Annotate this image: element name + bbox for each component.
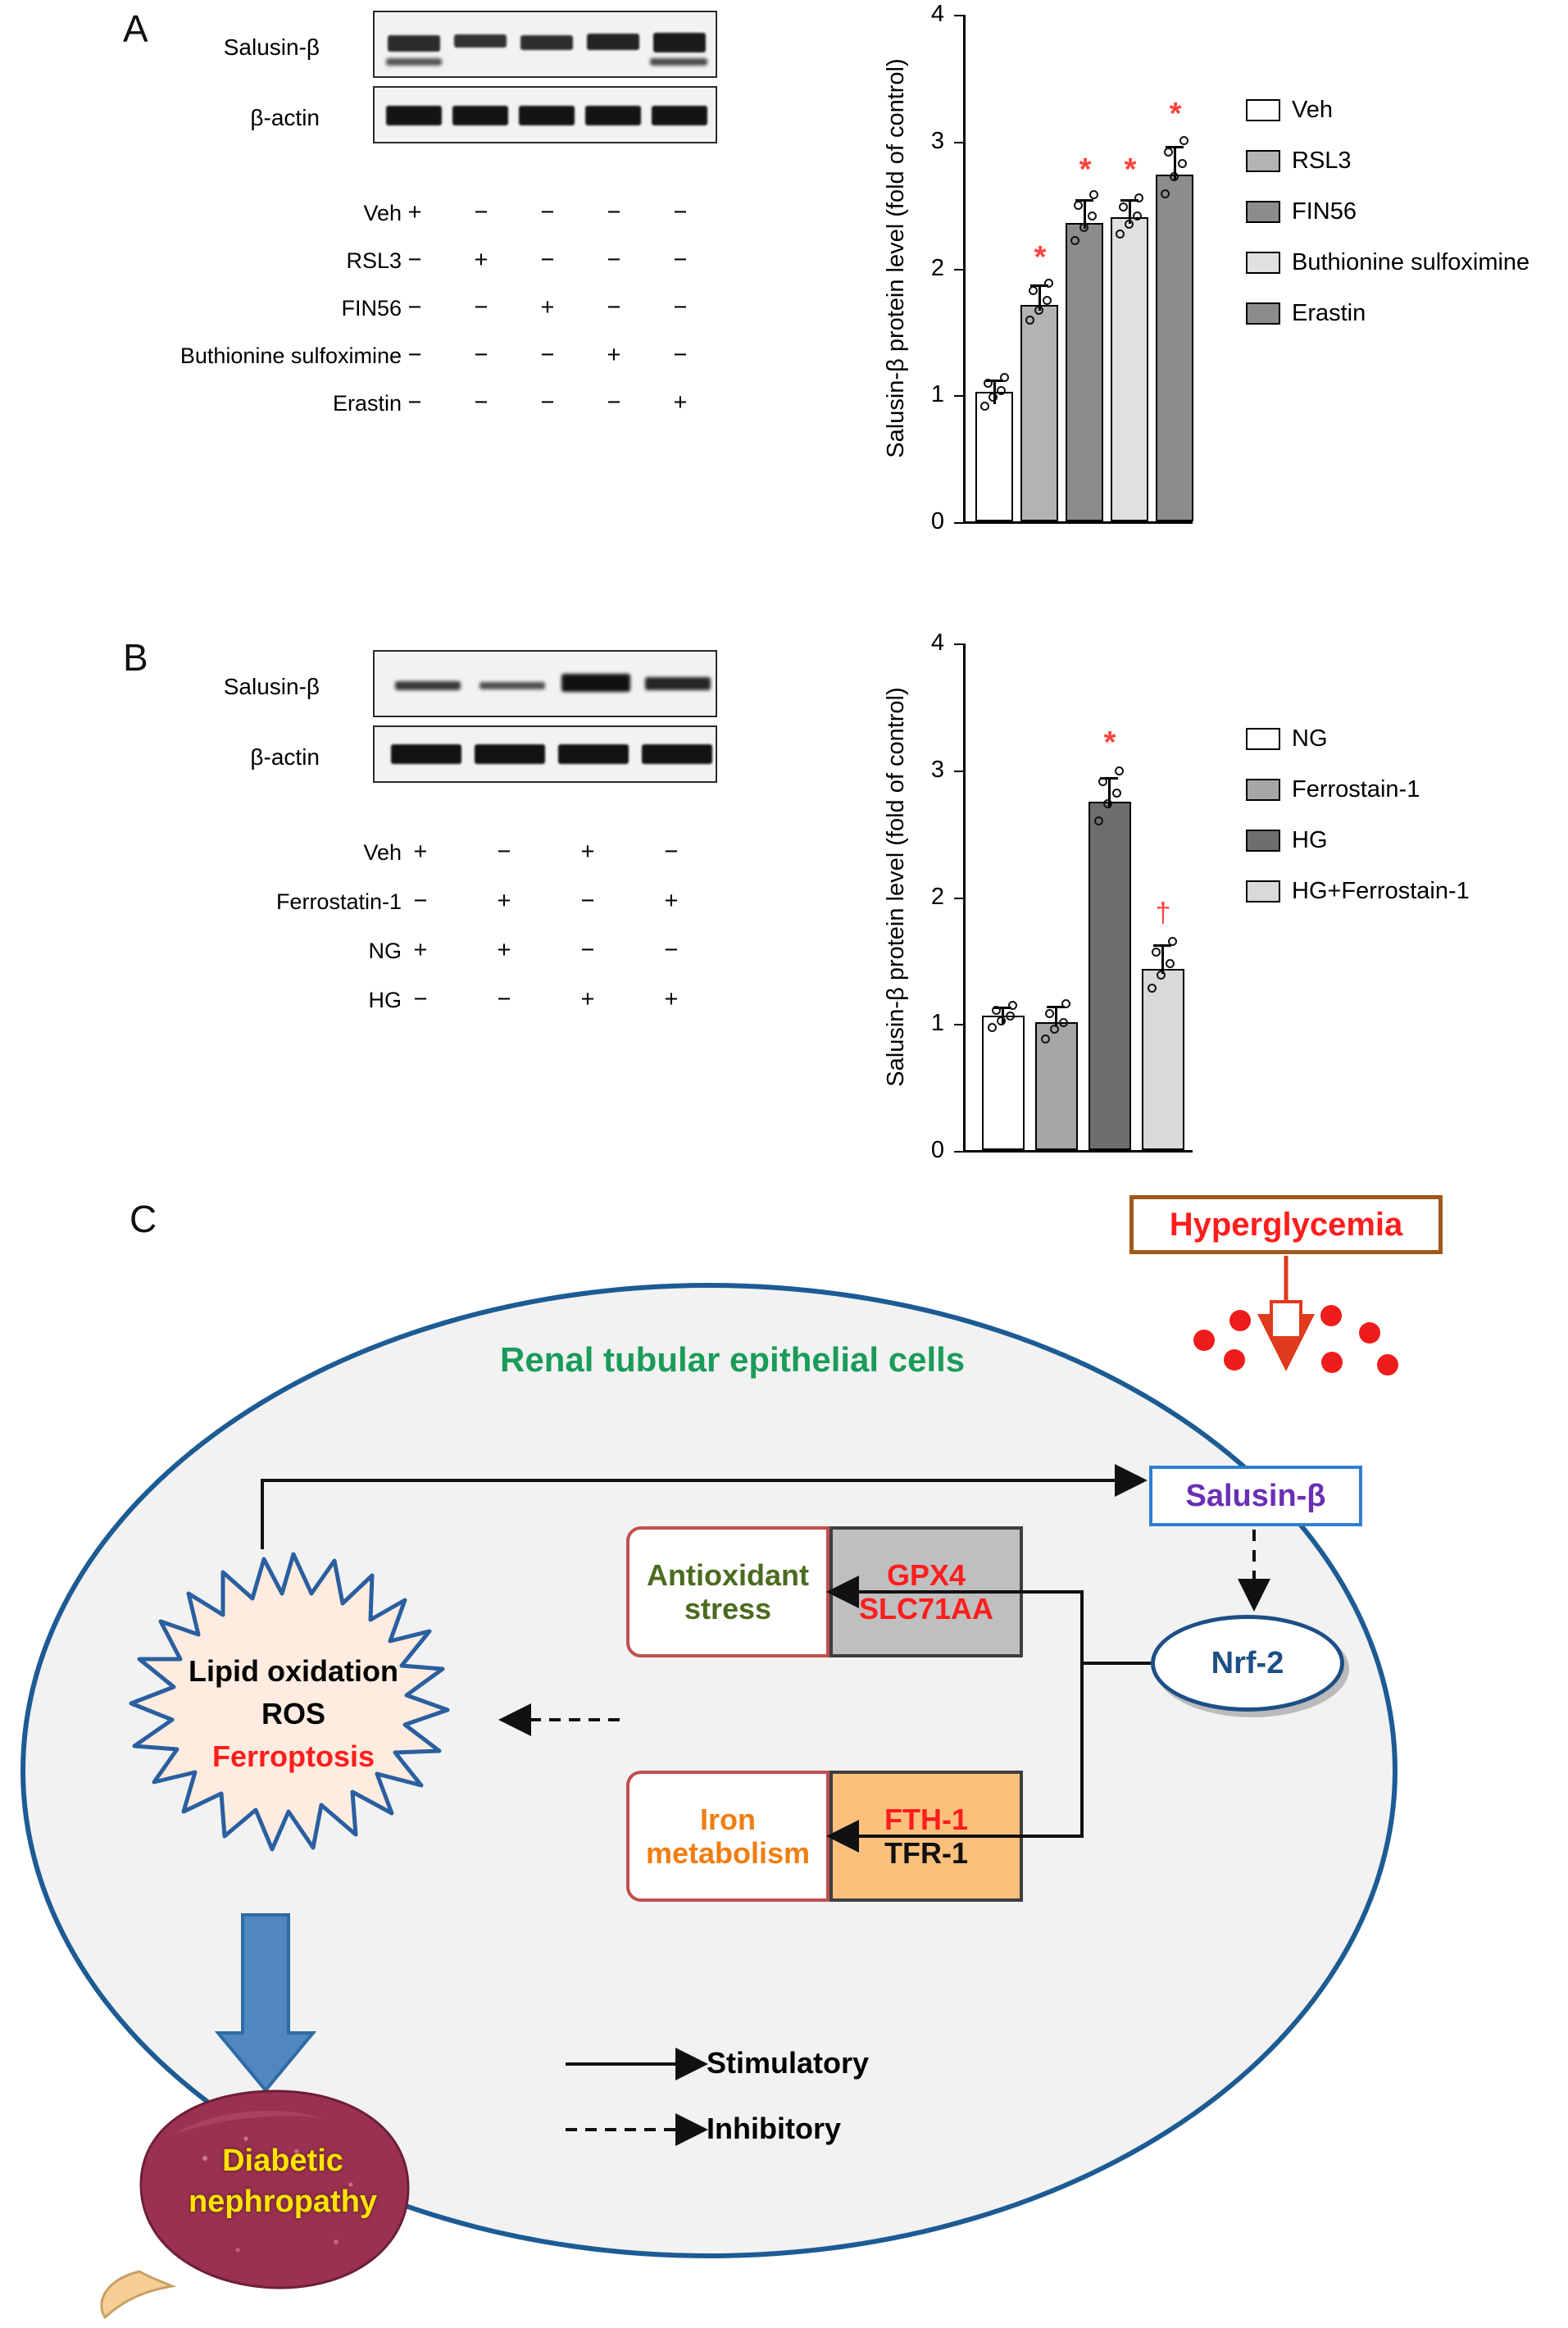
legend-label-a-0: Veh <box>1292 97 1333 123</box>
y-axis-label-a <box>881 4 911 512</box>
cond-sign-a-2-4: − <box>673 294 688 321</box>
y-axis-b <box>963 643 966 1152</box>
cond-sign-b-2-0: + <box>413 937 428 963</box>
y-axis-a <box>963 15 966 523</box>
iron-line1: Iron <box>700 1802 756 1836</box>
bar-b-3 <box>1142 969 1184 1150</box>
legend-a-2 <box>1246 198 1357 225</box>
cond-label-a-4: Erastin <box>332 391 402 416</box>
cond-sign-b-3-0: − <box>413 986 428 1012</box>
cond-sign-a-0-4: − <box>673 199 688 225</box>
y-axis-label-b-text: Salusin-β protein level (fold of control) <box>883 687 909 1087</box>
bar-a-0 <box>975 392 1013 521</box>
cond-label-a-0: Veh <box>363 201 402 225</box>
panel-a-letter: A <box>123 7 148 50</box>
blot-image-salusin-a <box>373 11 717 78</box>
legend-swatch-a-4 <box>1246 302 1280 325</box>
kidney-graphic <box>90 2086 475 2324</box>
burst-line1: Lipid oxidation <box>189 1654 398 1688</box>
bar-a-1 <box>1020 305 1058 521</box>
cond-label-a-1: RSL3 <box>346 248 402 273</box>
bar-a-3 <box>1111 217 1148 521</box>
cond-sign-b-1-1: + <box>497 888 511 914</box>
y-tick-b-0: 0 <box>930 1137 944 1163</box>
cond-sign-a-4-4: + <box>673 389 688 416</box>
x-axis-a <box>963 521 1193 524</box>
legend-label-a-2: FIN56 <box>1292 198 1357 225</box>
y-tick-a-3: 3 <box>930 128 944 154</box>
antioxidant-line2: stress <box>684 1592 772 1626</box>
legend-stimulatory-label: Stimulatory <box>707 2046 870 2080</box>
legend-a-3 <box>1246 249 1529 276</box>
nrf2-label: Nrf-2 <box>1211 1645 1284 1680</box>
y-tick-a-0: 0 <box>930 508 944 534</box>
legend-swatch-b-1 <box>1246 779 1280 801</box>
legend-label-b-2: HG <box>1292 827 1328 853</box>
cond-sign-b-3-1: − <box>497 986 511 1012</box>
cond-sign-b-2-3: − <box>664 937 679 963</box>
legend-label-b-0: NG <box>1292 725 1328 752</box>
legend-b-1 <box>1246 776 1420 803</box>
cond-sign-a-0-0: + <box>407 199 422 225</box>
blot-image-salusin-b <box>373 650 717 717</box>
sig-a-1: * <box>1034 240 1047 275</box>
blot-label-salusin-b: Salusin-β <box>223 674 320 699</box>
cond-sign-a-0-2: − <box>540 199 555 225</box>
salusin-beta-label: Salusin-β <box>1185 1478 1326 1513</box>
bar-a-2 <box>1066 223 1103 521</box>
y-tick-a-4: 4 <box>930 1 944 27</box>
y-tick-a-1: 1 <box>930 381 944 407</box>
cond-sign-a-1-0: − <box>407 247 422 273</box>
cond-sign-b-2-1: + <box>497 937 511 963</box>
cond-sign-a-4-3: − <box>607 389 621 416</box>
kidney-line2: nephropathy <box>188 2185 378 2219</box>
blot-label-actin-b: β-actin <box>250 744 320 770</box>
cond-label-b-2: NG <box>368 939 402 963</box>
antioxidant-line1: Antioxidant <box>647 1557 809 1592</box>
cond-sign-a-3-2: − <box>540 342 555 368</box>
sig-a-4: * <box>1169 97 1182 131</box>
panel-c <box>0 1198 1568 2325</box>
cond-sign-a-1-1: + <box>474 247 489 273</box>
cond-sign-b-1-0: − <box>413 888 428 914</box>
legend-swatch-a-2 <box>1246 201 1280 223</box>
legend-b-2 <box>1246 827 1328 854</box>
cond-sign-a-3-1: − <box>474 342 489 368</box>
legend-label-a-1: RSL3 <box>1292 148 1352 174</box>
fth1-label: FTH-1 <box>884 1802 968 1836</box>
blot-image-actin-a <box>373 86 717 143</box>
blot-label-actin-a: β-actin <box>250 105 320 130</box>
cond-sign-b-3-3: + <box>664 986 679 1012</box>
blot-image-actin-b <box>373 725 717 783</box>
legend-b-3 <box>1246 878 1470 905</box>
legend-b-0 <box>1246 725 1328 753</box>
hyperglycemia-label: Hyperglycemia <box>1169 1206 1403 1243</box>
slc71aa-label: SLC71AA <box>858 1592 994 1626</box>
cond-sign-a-2-0: − <box>407 294 422 321</box>
cond-sign-a-4-2: − <box>540 389 555 416</box>
panel-c-letter: C <box>130 1198 157 1240</box>
cond-sign-b-3-2: + <box>580 986 595 1012</box>
cond-label-a-2: FIN56 <box>341 296 402 321</box>
panel-b-letter: B <box>123 636 148 679</box>
legend-swatch-b-2 <box>1246 830 1280 852</box>
legend-label-a-3: Buthionine sulfoximine <box>1292 249 1530 275</box>
cond-sign-b-1-2: − <box>580 888 595 914</box>
legend-label-b-1: Ferrostain-1 <box>1292 776 1420 803</box>
kidney-line1: Diabetic <box>222 2144 343 2178</box>
bar-b-0 <box>982 1016 1025 1150</box>
sig-a-3: * <box>1124 152 1137 187</box>
legend-swatch-b-0 <box>1246 728 1280 750</box>
iron-line2: metabolism <box>645 1836 811 1870</box>
burst-line3: Ferroptosis <box>211 1739 375 1773</box>
cond-sign-b-0-0: + <box>413 839 428 865</box>
y-tick-b-2: 2 <box>930 884 944 910</box>
legend-label-b-3: HG+Ferrostain-1 <box>1292 878 1470 904</box>
y-tick-a-2: 2 <box>930 255 944 281</box>
bar-b-2 <box>1089 802 1131 1150</box>
cond-sign-a-4-0: − <box>407 389 422 416</box>
cond-sign-a-2-1: − <box>474 294 489 321</box>
legend-inhibitory-label: Inhibitory <box>707 2112 841 2145</box>
bar-a-4 <box>1156 175 1193 521</box>
legend-label-a-4: Erastin <box>1292 300 1366 326</box>
legend-swatch-a-3 <box>1246 252 1280 274</box>
y-tick-b-1: 1 <box>930 1010 944 1036</box>
cond-sign-a-1-4: − <box>673 247 688 273</box>
legend-swatch-a-0 <box>1246 99 1280 121</box>
sig-b-2: * <box>1103 725 1116 760</box>
cond-sign-b-2-2: − <box>580 937 595 963</box>
cond-label-a-3: Buthionine sulfoximine <box>180 343 402 368</box>
cond-sign-b-0-3: − <box>664 839 679 865</box>
cond-sign-a-3-3: + <box>607 342 621 368</box>
cond-label-b-0: Veh <box>363 840 402 865</box>
cond-sign-a-2-3: − <box>607 294 621 321</box>
legend-swatch-b-3 <box>1246 880 1280 903</box>
cond-sign-a-2-2: + <box>540 294 555 321</box>
cond-sign-a-3-4: − <box>673 342 688 368</box>
cond-sign-b-1-3: + <box>664 888 679 914</box>
y-tick-b-3: 3 <box>930 757 944 783</box>
legend-a-0 <box>1246 97 1333 124</box>
cond-sign-a-0-3: − <box>607 199 621 225</box>
y-tick-b-4: 4 <box>930 630 944 656</box>
cond-sign-a-4-1: − <box>474 389 489 416</box>
legend-a-4 <box>1246 300 1366 327</box>
gpx4-label: GPX4 <box>886 1557 966 1592</box>
cond-label-b-3: HG <box>368 988 402 1012</box>
cond-sign-b-0-1: − <box>497 839 511 865</box>
y-axis-label-a-text: Salusin-β protein level (fold of control) <box>883 58 909 458</box>
cond-sign-a-1-3: − <box>607 247 621 273</box>
blot-label-salusin-a: Salusin-β <box>223 34 320 60</box>
cond-sign-a-3-0: − <box>407 342 422 368</box>
sig-b-3: † <box>1155 898 1171 929</box>
x-axis-b <box>963 1150 1193 1153</box>
legend-a-1 <box>1246 148 1352 175</box>
sig-a-2: * <box>1079 152 1092 187</box>
cond-sign-a-0-1: − <box>474 199 489 225</box>
cell-title: Renal tubular epithelial cells <box>500 1340 966 1379</box>
tfr1-label: TFR-1 <box>884 1836 968 1870</box>
cond-sign-b-0-2: + <box>580 839 595 865</box>
legend-swatch-a-1 <box>1246 150 1280 172</box>
cond-sign-a-1-2: − <box>540 247 555 273</box>
burst-line2: ROS <box>261 1697 325 1730</box>
cond-label-b-1: Ferrostatin-1 <box>275 889 402 914</box>
y-axis-label-b <box>881 633 911 1141</box>
